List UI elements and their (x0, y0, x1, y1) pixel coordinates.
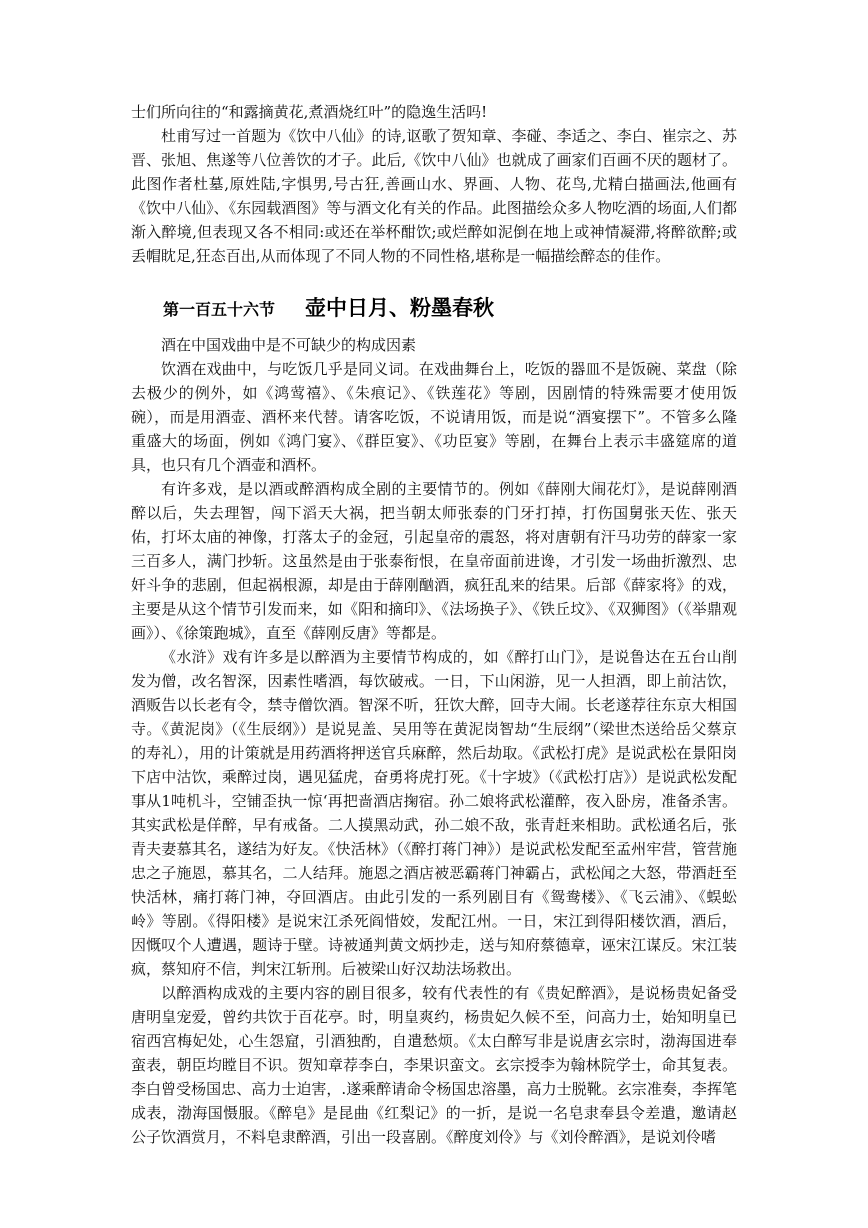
paragraph-shuihu: 《水浒》戏有许多是以醉酒为主要情节构成的，如《醉打山门》，是说鲁达在五台山削发为僧，改名智深，因素性嗜酒，每饮破戒。一日，下山闲游，见一人担酒，即上前沽饮，酒贩告以长老有令，禁寺僧饮酒。智深不听，狂饮大醉，回寺大闹。长老遂荐往东京大相国寺。《黄泥岗》（《生辰纲》）是说晃盖、吴用等在黄泥岗智劫“生辰纲”（梁世杰送给岳父蔡京的寿礼），用的计策就是用药酒将押送官兵麻醉，然后劫取。《武松打虎》是说武松在景阳岗下店中沽饮，乘醉过岗，遇见猛虎，奋勇将虎打死。《十字坡》（《武松打店》）是说武松发配事从1吨机斗，空铺歪执一惊‘再把啬酒店掬宿。孙二娘将武松灌醉，夜入卧房，准备杀害。其实武松是佯醉，早有戒备。二人摸黑动武，孙二娘不敌，张青赶来相助。武松通名后，张青夫妻慕其名，遂结为好友。《快活林》（《醉打蒋门神》）是说武松发配至孟州牢营，管营施忠之子施恩，慕其名，二人结拜。施恩之酒店被恶霸蒋门神霸占，武松闻之大怒，带酒赶至快活林，痛打蒋门神，夺回酒店。由此引发的一系列剧目有《鸳鸯楼》、《飞云浦》、《蜈蚣岭》等剧。《得阳楼》是说宋江杀死阎惜姣，发配江州。一日，宋江到得阳楼饮酒，酒后，因慨叹个人遭遇，题诗于壁。诗被通判黄文炳抄走，送与知府蔡德章，诬宋江谋反。宋江装疯，蔡知府不信，判宋江斩刑。后被梁山好汉劫法场救出。 (131, 648, 737, 978)
top-text-block (131, 100, 737, 268)
main-text-block (131, 333, 737, 1149)
paragraph-continuation: 士们所向往的“和露摘黄花,煮酒烧红叶”的隐逸生活吗! (131, 103, 488, 121)
paragraph-drunk-plays: 以醉酒构成戏的主要内容的剧目很多，较有代表性的有《贵妃醉酒》，是说杨贵妃备受唐明皇宠爱，曾约共饮于百花亭。时，明皇爽约，杨贵妃久候不至，问高力士，始知明皇已宿西宫梅妃处，心生怨窟，引酒独酌，自遣愁烦。《太白醉写非是说唐玄宗时，渤海国进奉蛮表，朝臣均瞠目不识。贺知章荐李白，李果识蛮文。玄宗授李为翰林院学士，命其复表。李白曾受杨国忠、高力士迫害，.遂乘醉请命令杨国忠溶墨，高力士脱靴。玄宗准奏，李挥笔成表，渤海国慑服。《醉皂》是昆曲《红梨记》的一折，是说一名皂隶奉县令差遣，邀请赵公子饮酒赏月，不料皂隶醉酒，引出一段喜剧。《醉度刘伶》与《刘伶醉酒》，是说刘伶嗜 (131, 984, 737, 1146)
section-number: 第一百五十六节 (163, 300, 276, 319)
section-heading (163, 292, 494, 322)
paragraph-du-fu: 杜甫写过一首题为《饮中八仙》的诗,讴歌了贺知章、李碰、李适之、李白、崔宗之、苏晋、张旭、焦遂等八位善饮的才子。此后,《饮中八仙》也就成了画家们百画不厌的题材了。此图作者杜墓,原姓陆,字惧男,号古狂,善画山水、界画、人物、花鸟,尤精白描画法,他画有《饮中八仙》、《东园载酒图》等与酒文化有关的作品。此图描绘众多人物吃酒的场面,人们都渐入醉境,但表现又各不相同:或还在举杯酣饮;或烂醉如泥倒在地上或神情凝滞,将醉欲醉;或丢帽眈足,狂态百出,从而体现了不同人物的不同性格,堪称是一幅描绘醉态的佳作。 (131, 127, 737, 265)
section-title: 壶中日月、粉墨春秋 (305, 296, 495, 320)
paragraph-drinking-in-opera: 饮酒在戏曲中，与吃饭几乎是同义词。在戏曲舞台上，吃饭的器皿不是饭碗、菜盘（除去极少的例外，如《鸿莺禧》、《朱痕记》、《铁莲花》等剧，因剧情的特殊需要才使用饭碗），而是用酒壶、酒杯来代替。请客吃饭，不说请用饭，而是说“酒宴摆下”。不管多么隆重盛大的场面，例如《鸿门宴》、《群臣宴》、《功臣宴》等剧，在舞台上表示丰盛筵席的道具，也只有几个酒壶和酒杯。 (131, 360, 737, 474)
paragraph-xue-gang: 有许多戏，是以酒或醉酒构成全剧的主要情节的。例如《薛刚大闹花灯》，是说薛刚酒醉以后，失去理智，闯下滔天大祸，把当朝太师张泰的门牙打掉，打伤国舅张天佐、张天佑，打坏太庙的神像，打落太子的金冠，引起皇帝的震怒，将对唐朝有汗马功劳的薛家一家三百多人，满门抄斩。这虽然是由于张泰衔恨，在皇帝面前进谗，才引发一场曲折激烈、忠奸斗争的悲剧，但起祸根源，却是由于薛刚酗酒，疯狂乱来的结果。后部《薛家将》的戏，主要是从这个情节引发而来，如《阳和摘印》、《法场换子》、《铁丘坟》、《双狮图》（《举鼎观画》）、《徐策跑城》，直至《薛刚反唐》等都是。 (131, 480, 737, 642)
paragraph-subtitle: 酒在中国戏曲中是不可缺少的构成因素 (161, 336, 417, 354)
